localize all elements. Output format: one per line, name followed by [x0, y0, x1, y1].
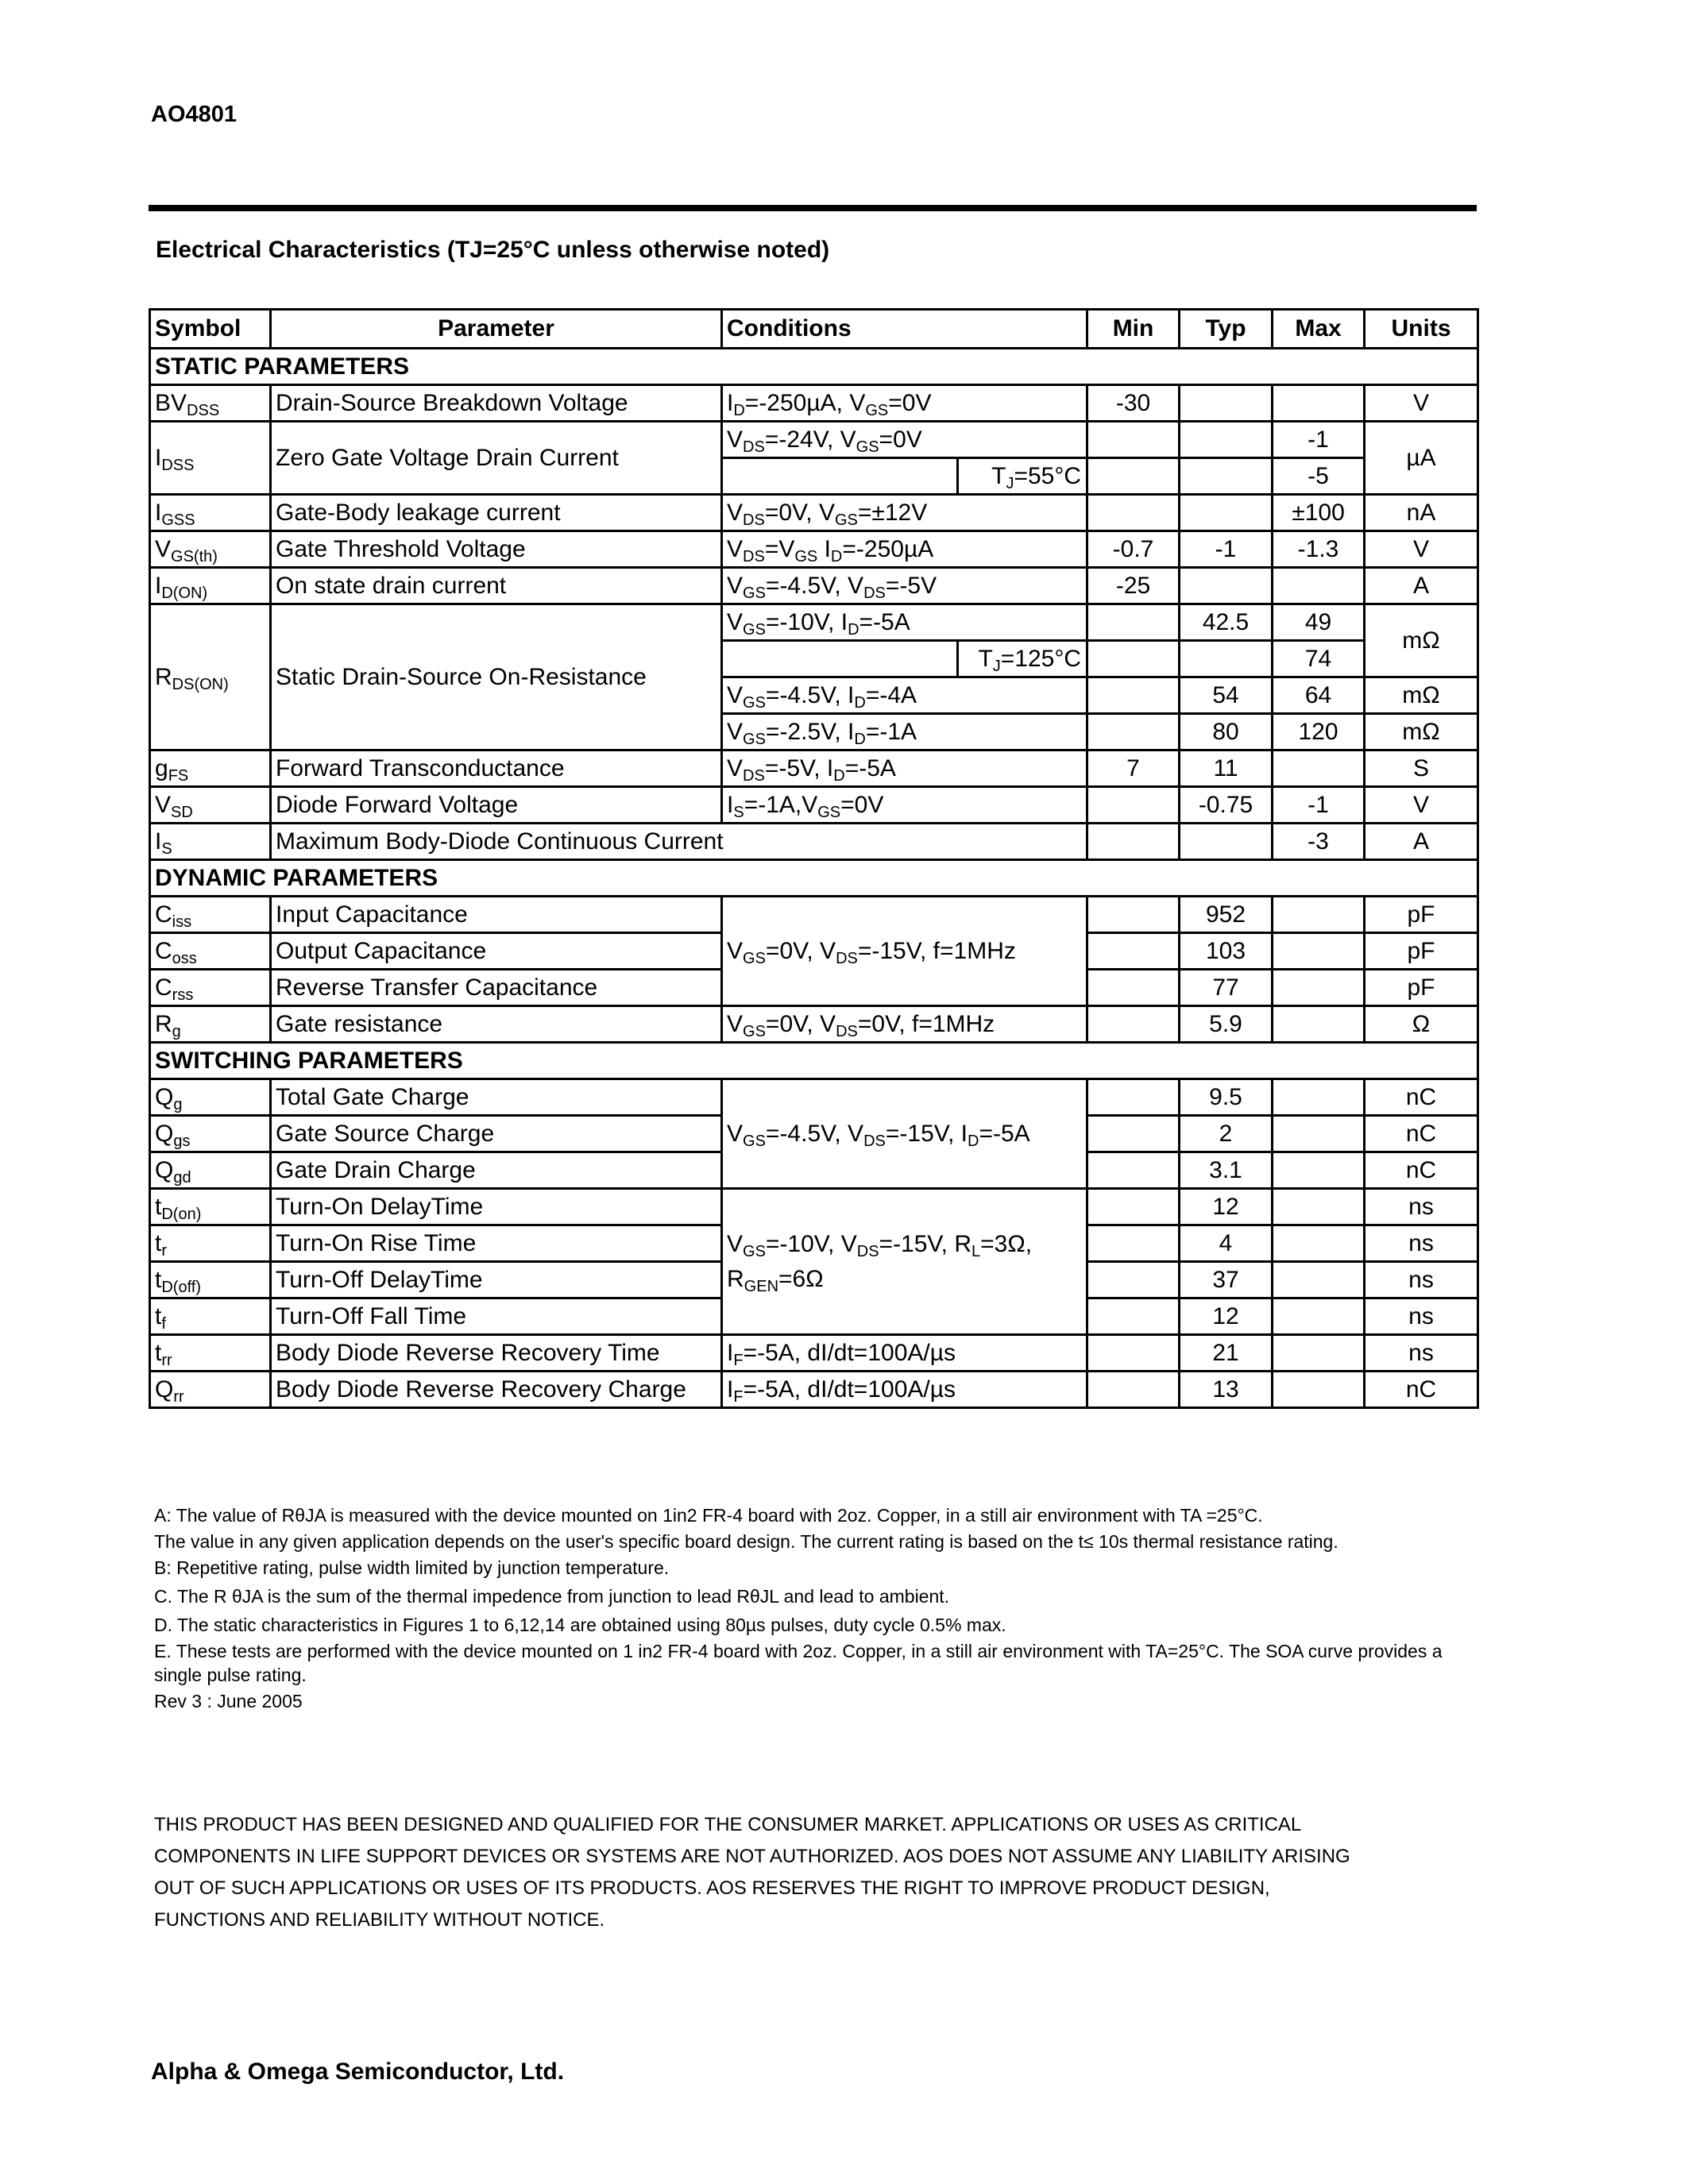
footnotes [154, 1501, 1489, 1715]
max: -1.3 [1273, 531, 1365, 568]
symbol: $C_{rss}$ [150, 970, 271, 1006]
max [1273, 385, 1365, 422]
symbol: $C_{iss}$ [150, 897, 271, 933]
note-a-continued: The value in any given application depends on the user's specific board design. The current rating is based on the t≤ 10s thermal resistance rating. [154, 1531, 1338, 1552]
table-row [150, 495, 1478, 531]
min [1087, 787, 1180, 824]
min [1087, 458, 1180, 495]
conditions-spacer [722, 458, 958, 495]
typ: 54 [1180, 677, 1273, 714]
units: nC [1365, 1116, 1478, 1152]
min [1087, 897, 1180, 933]
parameter: Diode Forward Voltage [271, 787, 722, 824]
typ: 2 [1180, 1116, 1273, 1152]
disclaimer-line: OUT OF SUCH APPLICATIONS OR USES OF ITS PRODUCTS. AOS RESERVES THE RIGHT TO IMPROVE PRODUCT DESIGN, [154, 1877, 1270, 1899]
typ: 103 [1180, 933, 1273, 970]
disclaimer [154, 1809, 1505, 1936]
min [1087, 1225, 1180, 1262]
section-row [150, 860, 1478, 897]
table-row [150, 1335, 1478, 1372]
max [1273, 1152, 1365, 1189]
min [1087, 495, 1180, 531]
max [1273, 1225, 1365, 1262]
parameter: Turn-On Rise Time [271, 1225, 722, 1262]
disclaimer-line: THIS PRODUCT HAS BEEN DESIGNED AND QUALIFIED FOR THE CONSUMER MARKET. APPLICATIONS OR USES AS CRITICAL [154, 1814, 1302, 1835]
conditions: $V_{DS}=V_{GS}$ $I_D=-250\mu A$ [722, 531, 1087, 568]
max [1273, 933, 1365, 970]
typ: 21 [1180, 1335, 1273, 1372]
parameter: Turn-On DelayTime [271, 1189, 722, 1225]
symbol: $V_{SD}$ [150, 787, 271, 824]
symbol: $t_{D(off)}$ [150, 1262, 271, 1298]
min [1087, 1079, 1180, 1116]
units: pF [1365, 933, 1478, 970]
note-b: B: Repetitive rating, pulse width limited by junction temperature. [154, 1557, 670, 1578]
symbol: $I_{GSS}$ [150, 495, 271, 531]
units: V [1365, 787, 1478, 824]
section-row [150, 1043, 1478, 1079]
header-units: Units [1365, 310, 1478, 349]
units: A [1365, 568, 1478, 604]
units: mΩ [1365, 677, 1478, 714]
parameter: On state drain current [271, 568, 722, 604]
max: 74 [1273, 641, 1365, 677]
symbol: $V_{GS(th)}$ [150, 531, 271, 568]
table-row [150, 897, 1478, 933]
typ [1180, 422, 1273, 458]
min: 7 [1087, 751, 1180, 787]
max: -1 [1273, 422, 1365, 458]
typ: 42.5 [1180, 604, 1273, 641]
min [1087, 714, 1180, 751]
note-d: D. The static characteristics in Figures 1 to 6,12,14 are obtained using 80µs pulses, duty cycle 0.5% max. [154, 1615, 1006, 1635]
parameter: Forward Transconductance [271, 751, 722, 787]
max [1273, 568, 1365, 604]
symbol: $Q_g$ [150, 1079, 271, 1116]
typ [1180, 458, 1273, 495]
units: ns [1365, 1298, 1478, 1335]
symbol: $t_r$ [150, 1225, 271, 1262]
typ: 12 [1180, 1189, 1273, 1225]
symbol: $Q_{gs}$ [150, 1116, 271, 1152]
parameter: Input Capacitance [271, 897, 722, 933]
min [1087, 1116, 1180, 1152]
header-row [150, 310, 1478, 349]
typ: 37 [1180, 1262, 1273, 1298]
header-conditions: Conditions [722, 310, 1087, 349]
conditions: $V_{GS}=0V$, $V_{DS}=0V$, f=1MHz [722, 1006, 1087, 1043]
conditions: $V_{GS}=-4.5V$, $V_{DS}=-5V$ [722, 568, 1087, 604]
conditions: $V_{DS}=-5V$, $I_D=-5A$ [722, 751, 1087, 787]
conditions: $V_{GS}=-10V$, $V_{DS}=-15V$, $R_L=3\Omega$, $R_{GEN}=6\Omega$ [722, 1189, 1087, 1335]
units: A [1365, 824, 1478, 860]
disclaimer-line: COMPONENTS IN LIFE SUPPORT DEVICES OR SYSTEMS ARE NOT AUTHORIZED. AOS DOES NOT ASSUME ANY LIABILITY ARISING [154, 1846, 1350, 1867]
switching-section-title: SWITCHING PARAMETERS [150, 1043, 1478, 1079]
table-row [150, 787, 1478, 824]
table-row [150, 1006, 1478, 1043]
symbol: $R_g$ [150, 1006, 271, 1043]
conditions: $T_J=125^\circ C$ [958, 641, 1087, 677]
conditions: $I_F=-5A$, dI/dt=100A/µs [722, 1335, 1087, 1372]
table-row [150, 824, 1478, 860]
conditions: $I_F=-5A$, dI/dt=100A/µs [722, 1372, 1087, 1408]
symbol: $t_{D(on)}$ [150, 1189, 271, 1225]
max [1273, 1006, 1365, 1043]
min [1087, 641, 1180, 677]
min [1087, 824, 1180, 860]
electrical-characteristics-table [149, 308, 1479, 1409]
max [1273, 1298, 1365, 1335]
min [1087, 677, 1180, 714]
min [1087, 604, 1180, 641]
part-number: AO4801 [151, 102, 238, 127]
min: -30 [1087, 385, 1180, 422]
section-title: Electrical Characteristics (TJ=25°C unless otherwise noted) [156, 237, 830, 263]
min [1087, 1298, 1180, 1335]
max: 64 [1273, 677, 1365, 714]
typ: 3.1 [1180, 1152, 1273, 1189]
min [1087, 1189, 1180, 1225]
min [1087, 1372, 1180, 1408]
units: Ω [1365, 1006, 1478, 1043]
note-c: C. The R θJA is the sum of the thermal impedence from junction to lead RθJL and lead to ambient. [154, 1586, 950, 1607]
disclaimer-line: FUNCTIONS AND RELIABILITY WITHOUT NOTICE. [154, 1909, 605, 1931]
conditions: $V_{GS}=0V$, $V_{DS}=-15V$, f=1MHz [722, 897, 1087, 1006]
max: -1 [1273, 787, 1365, 824]
typ: 952 [1180, 897, 1273, 933]
parameter: Total Gate Charge [271, 1079, 722, 1116]
conditions: $I_D=-250\mu A$, $V_{GS}=0V$ [722, 385, 1087, 422]
symbol: $Q_{rr}$ [150, 1372, 271, 1408]
max [1273, 751, 1365, 787]
min [1087, 422, 1180, 458]
max: 49 [1273, 604, 1365, 641]
conditions: $V_{DS}=-24V$, $V_{GS}=0V$ [722, 422, 1087, 458]
header-rule [149, 205, 1477, 211]
header-min: Min [1087, 310, 1180, 349]
typ: 80 [1180, 714, 1273, 751]
units: ns [1365, 1225, 1478, 1262]
max [1273, 1079, 1365, 1116]
company-name: Alpha & Omega Semiconductor, Ltd. [151, 2059, 565, 2085]
min [1087, 970, 1180, 1006]
parameter: Static Drain-Source On-Resistance [271, 604, 722, 751]
units: µA [1365, 422, 1478, 495]
table-row [150, 385, 1478, 422]
table-row [150, 604, 1478, 641]
conditions: $V_{GS}=-4.5V$, $V_{DS}=-15V$, $I_D=-5A$ [722, 1079, 1087, 1189]
conditions: $I_S=-1A,V_{GS}=0V$ [722, 787, 1087, 824]
conditions: $V_{GS}=-10V$, $I_D=-5A$ [722, 604, 1087, 641]
header-symbol: Symbol [150, 310, 271, 349]
static-section-title: STATIC PARAMETERS [150, 349, 1478, 385]
max: ±100 [1273, 495, 1365, 531]
units: S [1365, 751, 1478, 787]
max [1273, 1116, 1365, 1152]
typ [1180, 568, 1273, 604]
units: V [1365, 385, 1478, 422]
header-parameter: Parameter [271, 310, 722, 349]
table-row [150, 422, 1478, 458]
max [1273, 1262, 1365, 1298]
max: 120 [1273, 714, 1365, 751]
typ: 9.5 [1180, 1079, 1273, 1116]
units: pF [1365, 970, 1478, 1006]
units: nA [1365, 495, 1478, 531]
table-row [150, 531, 1478, 568]
header-max: Max [1273, 310, 1365, 349]
units: ns [1365, 1335, 1478, 1372]
symbol: $I_{D(ON)}$ [150, 568, 271, 604]
typ: 11 [1180, 751, 1273, 787]
parameter: Gate-Body leakage current [271, 495, 722, 531]
parameter: Body Diode Reverse Recovery Charge [271, 1372, 722, 1408]
table-row [150, 1189, 1478, 1225]
conditions: $T_J=55^\circ C$ [958, 458, 1087, 495]
units: nC [1365, 1372, 1478, 1408]
symbol: $I_{DSS}$ [150, 422, 271, 495]
parameter: Gate Threshold Voltage [271, 531, 722, 568]
max [1273, 970, 1365, 1006]
typ: 4 [1180, 1225, 1273, 1262]
units: mΩ [1365, 714, 1478, 751]
revision: Rev 3 : June 2005 [154, 1691, 303, 1711]
parameter: Gate Source Charge [271, 1116, 722, 1152]
typ [1180, 824, 1273, 860]
symbol: $g_{FS}$ [150, 751, 271, 787]
conditions: $V_{GS}=-2.5V$, $I_D=-1A$ [722, 714, 1087, 751]
table-row [150, 1372, 1478, 1408]
units: pF [1365, 897, 1478, 933]
parameter: Maximum Body-Diode Continuous Current [271, 824, 1087, 860]
typ: -0.75 [1180, 787, 1273, 824]
symbol: $C_{oss}$ [150, 933, 271, 970]
parameter: Turn-Off DelayTime [271, 1262, 722, 1298]
conditions-spacer [722, 641, 958, 677]
min [1087, 933, 1180, 970]
units: mΩ [1365, 604, 1478, 677]
typ: 77 [1180, 970, 1273, 1006]
conditions: $V_{GS}=-4.5V$, $I_D=-4A$ [722, 677, 1087, 714]
symbol: $BV_{DSS}$ [150, 385, 271, 422]
parameter: Zero Gate Voltage Drain Current [271, 422, 722, 495]
parameter: Turn-Off Fall Time [271, 1298, 722, 1335]
symbol: $R_{DS(ON)}$ [150, 604, 271, 751]
conditions: $V_{DS}=0V$, $V_{GS}=\pm 12V$ [722, 495, 1087, 531]
table-row [150, 1079, 1478, 1116]
symbol: $t_{rr}$ [150, 1335, 271, 1372]
max [1273, 1372, 1365, 1408]
units: ns [1365, 1189, 1478, 1225]
typ: 12 [1180, 1298, 1273, 1335]
parameter: Output Capacitance [271, 933, 722, 970]
max [1273, 897, 1365, 933]
units: V [1365, 531, 1478, 568]
max [1273, 1189, 1365, 1225]
units: ns [1365, 1262, 1478, 1298]
max [1273, 1335, 1365, 1372]
typ [1180, 641, 1273, 677]
parameter: Drain-Source Breakdown Voltage [271, 385, 722, 422]
units: nC [1365, 1079, 1478, 1116]
min [1087, 1335, 1180, 1372]
min [1087, 1262, 1180, 1298]
parameter: Gate Drain Charge [271, 1152, 722, 1189]
typ [1180, 495, 1273, 531]
section-row [150, 349, 1478, 385]
typ: 5.9 [1180, 1006, 1273, 1043]
note-e: E. These tests are performed with the device mounted on 1 in2 FR-4 board with 2oz. Copper, in a still air environment with TA=25°C. The SOA curve provides a single pulse rating. [154, 1641, 1443, 1685]
typ [1180, 385, 1273, 422]
table-row [150, 751, 1478, 787]
min [1087, 1006, 1180, 1043]
note-a: A: The value of RθJA is measured with the device mounted on 1in2 FR-4 board with 2oz. Copper, in a still air environment with TA =25°C. [154, 1505, 1263, 1526]
symbol: $t_f$ [150, 1298, 271, 1335]
max: -3 [1273, 824, 1365, 860]
min: -25 [1087, 568, 1180, 604]
symbol: $Q_{gd}$ [150, 1152, 271, 1189]
table-row [150, 568, 1478, 604]
parameter: Body Diode Reverse Recovery Time [271, 1335, 722, 1372]
typ: -1 [1180, 531, 1273, 568]
header-typ: Typ [1180, 310, 1273, 349]
typ: 13 [1180, 1372, 1273, 1408]
symbol: $I_S$ [150, 824, 271, 860]
min: -0.7 [1087, 531, 1180, 568]
parameter: Gate resistance [271, 1006, 722, 1043]
min [1087, 1152, 1180, 1189]
parameter: Reverse Transfer Capacitance [271, 970, 722, 1006]
max: -5 [1273, 458, 1365, 495]
units: nC [1365, 1152, 1478, 1189]
dynamic-section-title: DYNAMIC PARAMETERS [150, 860, 1478, 897]
